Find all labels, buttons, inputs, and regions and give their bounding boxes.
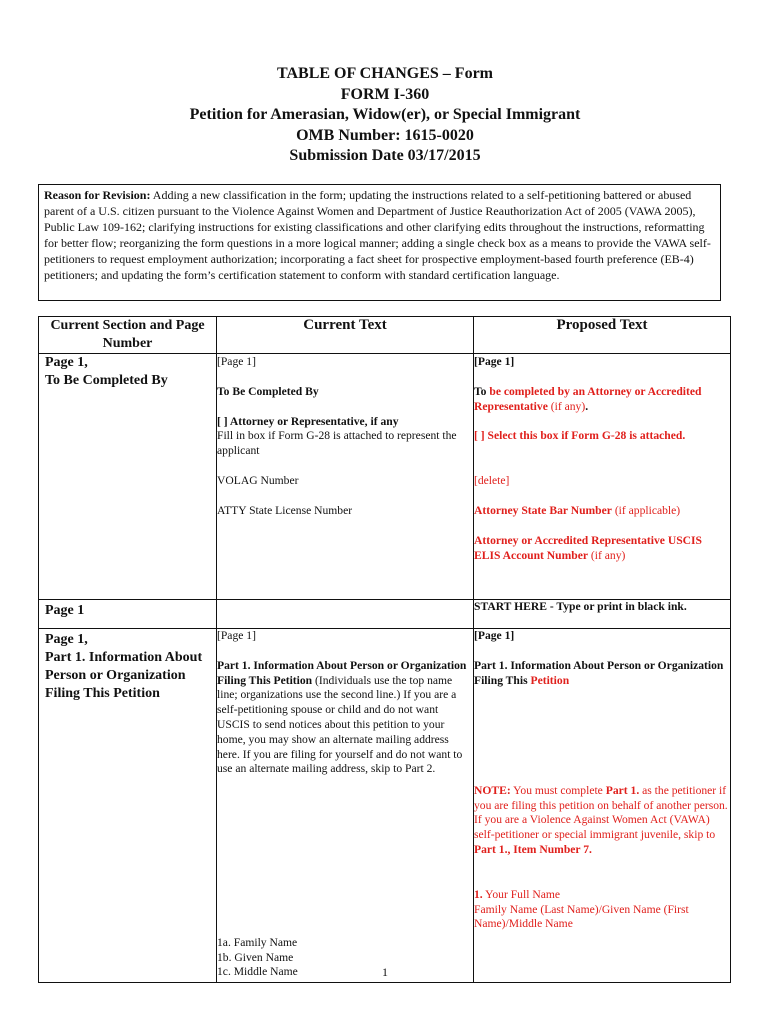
current-name-fields: 1a. Family Name 1b. Given Name 1c. Middle Name xyxy=(217,935,298,979)
proposed-volag: [delete] xyxy=(474,474,510,488)
section-name: Page 1, To Be Completed By xyxy=(45,354,168,388)
proposed-to-be-ifany: (if any) xyxy=(547,399,586,413)
reason-text: Adding a new classification in the form; updating the instructions related to a self-petitioning battered or abused parent of a U.S. citizen pursuant to the Violence Against Women and Department of Justice Reauthorization Act of 2005 (VAWA 2005), Public Law 109-162; clarifying instructions for existing classifications and other clarifying edits throughout the instructions, reformatting for better flow; reorganizing the form questions in a more logical manner; adding a single check box as a means to provide the VAWA self-petitioners to request employment authorization; incorporating a fact sheet for prospective employment-based fourth preference (EB-4) petitioners; and updating the form’s certification statement to conform with standard certification language. xyxy=(44,188,711,282)
proposed-names-number: 1. xyxy=(474,887,483,901)
section-name: Page 1 xyxy=(45,603,85,618)
current-part1-text xyxy=(217,659,473,936)
page-number: 1 xyxy=(382,965,388,979)
table-header-row xyxy=(39,317,731,354)
reason-label: Reason for Revision: xyxy=(44,188,151,202)
current-attorney-checkbox xyxy=(217,415,473,459)
proposed-page-ref: [Page 1] xyxy=(474,355,515,368)
proposed-to-be-red: be completed by an Attorney or Accredited Representative xyxy=(474,384,702,413)
current-part1-title: Part 1. Information About Person or Organization Filing This Petition xyxy=(217,658,467,687)
current-page-ref: [Page 1] xyxy=(217,629,256,642)
column-header-current-text: Current Text xyxy=(217,317,474,354)
proposed-license xyxy=(474,504,730,519)
current-attorney-instruction: Fill in box if Form G-28 is attached to represent the applicant xyxy=(217,429,457,458)
table-row xyxy=(39,629,731,983)
header-form-number: FORM I-360 xyxy=(340,85,430,103)
proposed-part1-title xyxy=(474,659,730,784)
proposed-to-be-prefix: To xyxy=(474,384,490,398)
proposed-names-rest: Family Name (Last Name)/Given Name (First Name)/Middle Name xyxy=(474,902,689,931)
proposed-start-here: START HERE - Type or print in black ink. xyxy=(474,600,731,629)
header-title: TABLE OF CHANGES – Form xyxy=(276,65,493,82)
proposed-elis xyxy=(474,534,730,564)
current-page-ref: [Page 1] xyxy=(217,355,256,368)
proposed-elis-label: Attorney or Accredited Representative USCIS ELIS Account Number xyxy=(474,533,702,562)
changes-table xyxy=(38,316,731,983)
proposed-to-be-period: . xyxy=(585,399,589,413)
header-submission-date: Submission Date 03/17/2015 xyxy=(289,147,481,164)
current-license: ATTY State License Number xyxy=(217,503,353,517)
current-attorney-label: [ ] Attorney or Representative, if any xyxy=(217,414,399,428)
header-form-name: Petition for Amerasian, Widow(er), or Special Immigrant xyxy=(189,106,581,123)
proposed-to-be-completed xyxy=(474,385,730,415)
document-header xyxy=(0,64,770,167)
proposed-note xyxy=(474,784,730,888)
proposed-note-item: Part 1., Item Number 7. xyxy=(474,842,592,856)
table-row xyxy=(39,600,731,629)
current-part1-body: (Individuals use the top name line; organizations use the second line.) If you are a self-petitioning spouse or child and do not want USCIS to send notices about this petition to your home, you may show an alternate mailing address here. If you are filing for yourself and do not want to use an alternate mailing address, skip to Part 2. xyxy=(217,673,463,776)
section-name: Page 1, Part 1. Information About Person or Organization Filing This Petition xyxy=(45,632,203,701)
current-volag: VOLAG Number xyxy=(217,473,299,487)
proposed-part1-prefix: Part 1. Information About Person or Organization Filing This xyxy=(474,658,724,687)
proposed-note-text2: as the petitioner if you are filing this petition on behalf of another person. If you are a Violence Against Women Act (VAWA) self-petitioner or special immigrant juvenile, skip to xyxy=(474,783,728,842)
header-omb-number: OMB Number: 1615-0020 xyxy=(296,126,474,144)
proposed-note-label: NOTE: xyxy=(474,783,511,797)
proposed-names-title: Your Full Name xyxy=(482,887,561,901)
proposed-part1-red: Petition xyxy=(530,673,570,687)
reason-for-revision-box xyxy=(38,184,721,301)
proposed-license-label: Attorney State Bar Number xyxy=(474,503,612,517)
proposed-note-text1: You must complete xyxy=(510,783,606,797)
current-to-be-completed: To Be Completed By xyxy=(217,384,319,398)
proposed-license-note: (if applicable) xyxy=(611,503,681,517)
column-header-proposed-text: Proposed Text xyxy=(474,317,731,354)
column-header-section: Current Section and Page Number xyxy=(39,317,217,354)
proposed-attorney-checkbox: [ ] Select this box if Form G-28 is attached. xyxy=(474,429,686,443)
proposed-name-fields xyxy=(474,888,730,934)
table-row xyxy=(39,354,731,600)
proposed-page-ref: [Page 1] xyxy=(474,629,515,642)
proposed-note-part: Part 1. xyxy=(605,783,640,797)
proposed-elis-note: (if any) xyxy=(588,548,626,562)
